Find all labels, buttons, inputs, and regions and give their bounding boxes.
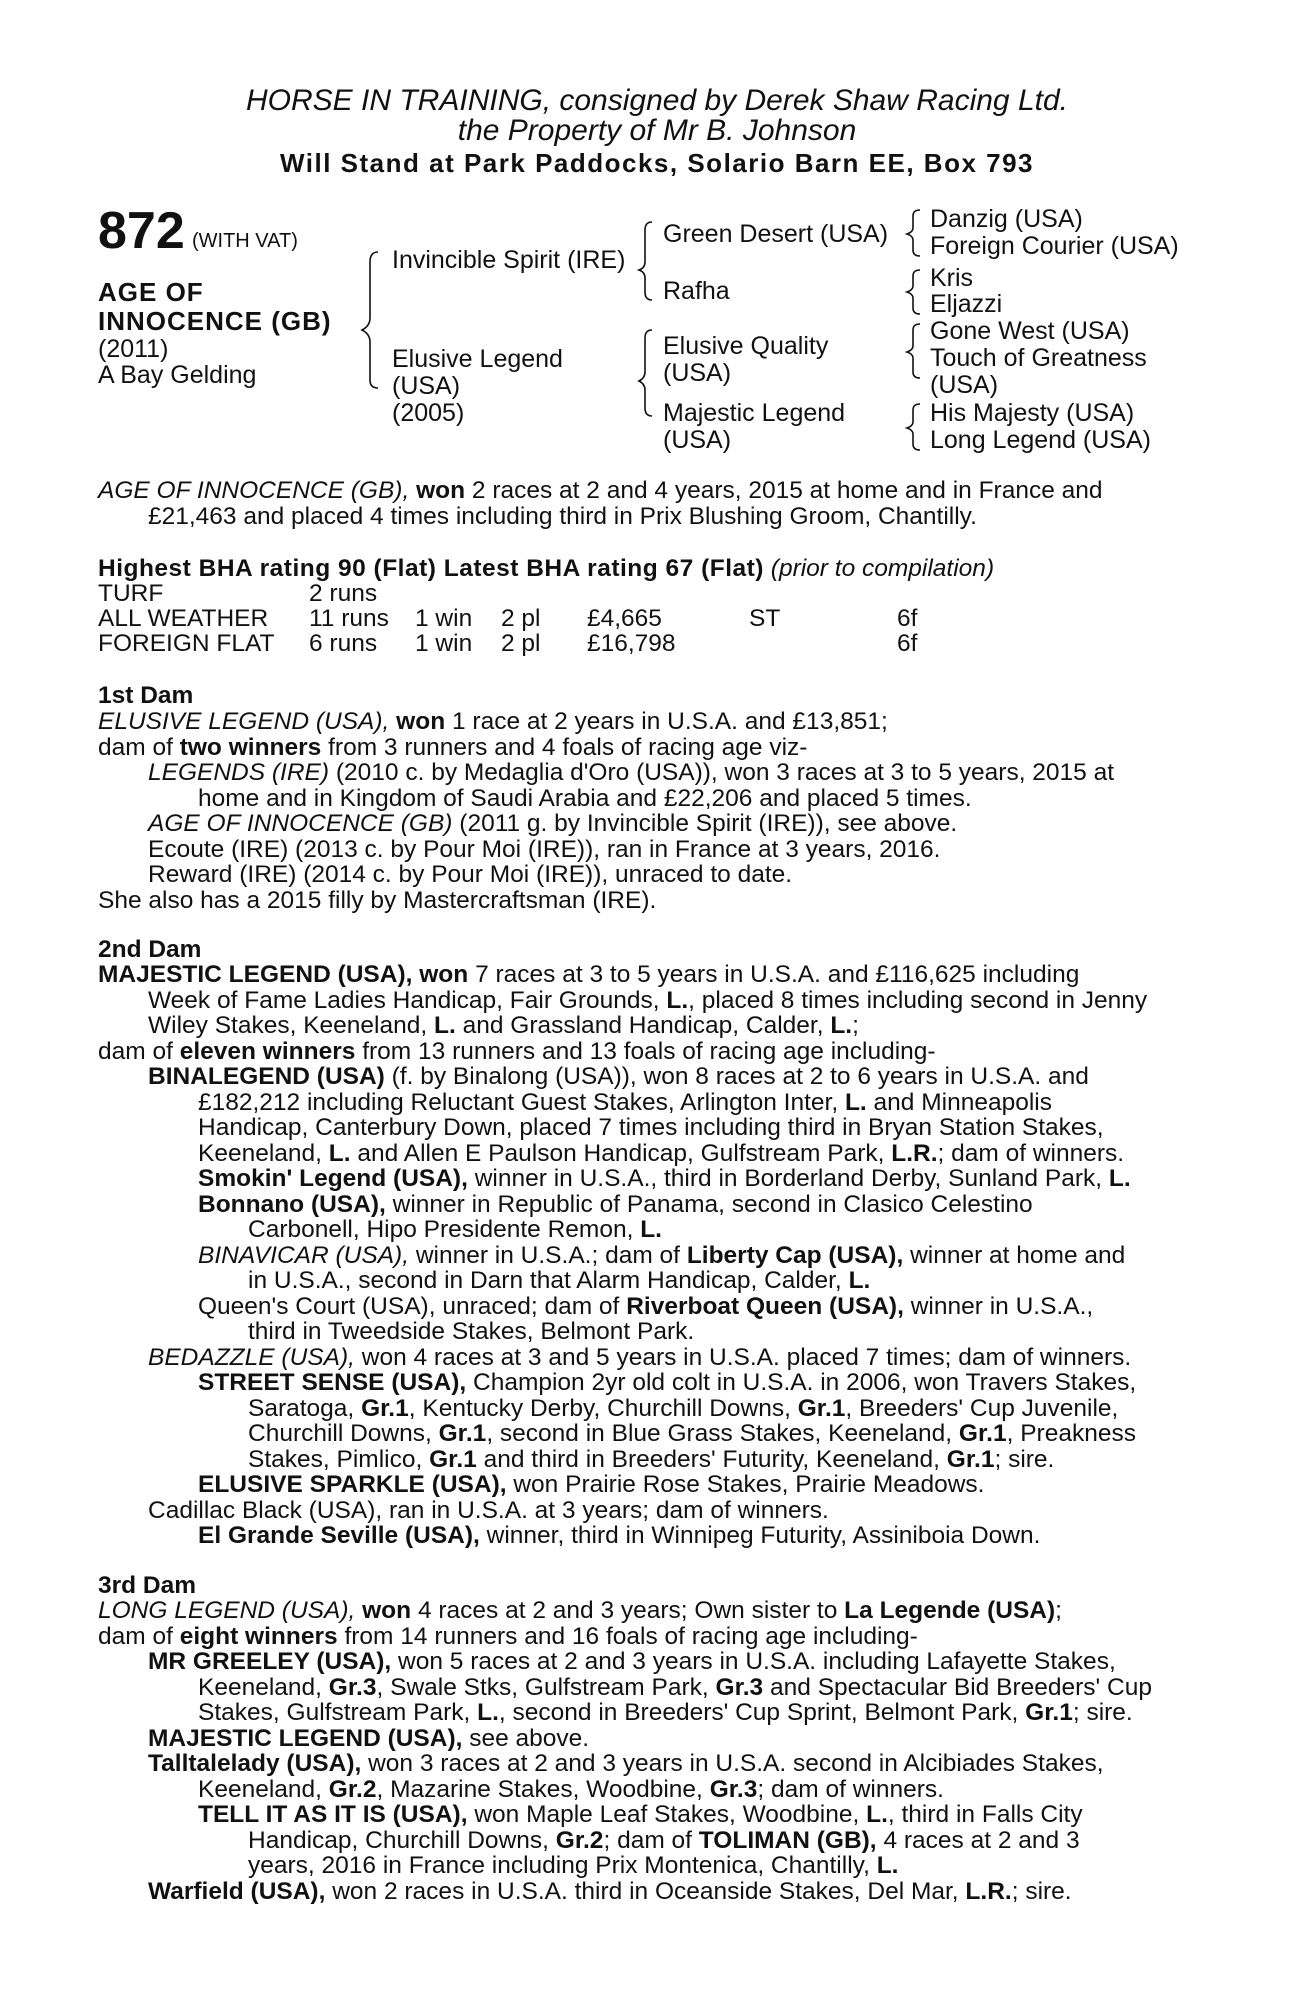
dam3-line9 [198, 1802, 1083, 1828]
dam2-line17 [198, 1370, 1136, 1396]
text-run: winner in Republic of Panama, second in Clasico Celestino [392, 1191, 1033, 1218]
text-run: Gr.1 [1025, 1699, 1073, 1726]
summary-line2: £21,463 and placed 4 times including third in Prix Blushing Groom, Chantilly. [148, 503, 977, 530]
text-run: Handicap, Churchill Downs, [248, 1827, 549, 1854]
text-run: L.R. [891, 1140, 938, 1167]
dam3-line8 [198, 1777, 944, 1803]
consignor-line: HORSE IN TRAINING, consigned by Derek Shaw Racing Ltd. [246, 84, 1068, 117]
ratings-cell-placed: 2 pl [501, 605, 541, 632]
text-run: , second in Breeders' Cup Sprint, Belmont Park, [498, 1699, 1019, 1726]
pedigree-dam-dam-line2: (USA) [663, 426, 732, 454]
text-run: won Prairie Rose Stakes, Prairie Meadows. [513, 1471, 985, 1498]
text-run: won Maple Leaf Stakes, Woodbine, [474, 1801, 860, 1828]
horse-year: (2011) [98, 335, 169, 363]
text-run: ELUSIVE LEGEND (USA), [98, 708, 390, 735]
pedigree-ssd: Foreign Courier (USA) [930, 232, 1179, 260]
text-run: and Allen E Paulson Handicap, Gulfstream Park, [357, 1140, 885, 1167]
dam2-line13 [248, 1268, 870, 1294]
pedigree-sire-sire: Green Desert (USA) [663, 220, 889, 248]
text-run: ; sire. [994, 1446, 1055, 1473]
dam2-line10 [198, 1192, 1033, 1218]
dam2-line8 [198, 1141, 1124, 1167]
text-run: and third in Breeders' Futurity, Keeneland, [483, 1446, 940, 1473]
text-run: Smokin' Legend (USA), [198, 1165, 468, 1192]
text-run: Gr.3 [328, 1674, 377, 1701]
text-run: , Swale Stks, Gulfstream Park, [376, 1674, 709, 1701]
text-run: L. [434, 1012, 456, 1039]
text-run: winner in U.S.A., third in Borderland Derby, Sunland Park, [474, 1165, 1103, 1192]
ratings-cell-runs: 6 runs [309, 630, 378, 657]
text-run: eleven winners [179, 1038, 356, 1065]
text-run: Keeneland, [198, 1140, 322, 1167]
stabling-line: Will Stand at Park Paddocks, Solario Barn EE, Box 793 [279, 148, 1035, 178]
text-run: (f. by Binalong (USA)), won 8 races at 2 to 6 years in U.S.A. and [391, 1063, 1089, 1090]
text-run: ; [852, 1012, 859, 1039]
dam2-line7: Handicap, Canterbury Down, placed 7 times including third in Bryan Station Stakes, [198, 1114, 1104, 1141]
pedigree-sdd: Eljazzi [930, 290, 1003, 318]
text-run: £182,212 including Reluctant Guest Stakes, Arlington Inter, [198, 1089, 839, 1116]
dam2-line20 [248, 1447, 1054, 1473]
dam2-line15: third in Tweedside Stakes, Belmont Park. [248, 1318, 695, 1345]
dam3-line10 [248, 1828, 1080, 1854]
text-run: and Grassland Handicap, Calder, [462, 1012, 824, 1039]
text-run: Keeneland, [198, 1674, 322, 1701]
text-run: in U.S.A., second in Darn that Alarm Handicap, Calder, [248, 1267, 842, 1294]
dam3-line7 [148, 1751, 1104, 1777]
ratings-cell-runs: 11 runs [309, 605, 389, 632]
text-run: see above. [469, 1725, 590, 1752]
text-run: ELUSIVE SPARKLE (USA), [198, 1471, 507, 1498]
text-run: Gr.1 [438, 1420, 487, 1447]
text-run: won 4 races at 3 and 5 years in U.S.A. placed 7 times; dam of winners. [361, 1344, 1132, 1371]
text-run: and Minneapolis [873, 1089, 1052, 1116]
pedigree-dam-line1: Elusive Legend [392, 345, 563, 373]
text-run: Saratoga, [248, 1395, 355, 1422]
dam3-line6 [148, 1726, 589, 1752]
dam2-line2 [148, 988, 1147, 1014]
text-run: ; dam of winners. [937, 1140, 1125, 1167]
text-run: Keeneland, [198, 1776, 322, 1803]
pedigree-dam-dam-line1: Majestic Legend [663, 399, 846, 427]
text-run: (prior to compilation) [770, 555, 995, 582]
text-run: L. [328, 1140, 351, 1167]
dam1-line4: home and in Kingdom of Saudi Arabia and £22,206 and placed 5 times. [198, 785, 972, 812]
pedigree-ddd: Long Legend (USA) [930, 426, 1151, 454]
pedigree-dam [392, 346, 563, 427]
text-run: won [362, 1597, 412, 1624]
text-run: , Kentucky Derby, Churchill Downs, [408, 1395, 791, 1422]
text-run: dam of [98, 1038, 173, 1065]
text-run: La Legende (USA) [844, 1597, 1056, 1624]
text-run: Highest BHA rating 90 (Flat) Latest BHA rating 67 (Flat) [98, 555, 764, 582]
ratings-cell-wins: 1 win [415, 605, 473, 632]
text-run: and Spectacular Bid Breeders' Cup [770, 1674, 1152, 1701]
dam1-line5 [148, 811, 957, 837]
text-run: Stakes, Gulfstream Park, [198, 1699, 471, 1726]
text-run: 2 races at 2 and 4 years, 2015 at home and in France and [471, 477, 1103, 504]
pedigree-dam-sire [663, 333, 828, 387]
pedigree-dam-sire-line2: (USA) [663, 359, 732, 387]
text-run: won [416, 477, 466, 504]
text-run: winner, third in Winnipeg Futurity, Assiniboia Down. [486, 1522, 1041, 1549]
text-run: (2010 c. by Medaglia d'Oro (USA)), won 3 races at 3 to 5 years, 2015 at [335, 759, 1115, 786]
ratings-cell-prize: £4,665 [587, 605, 662, 632]
dam2-line23 [198, 1523, 1040, 1549]
text-run: won 2 races in U.S.A. third in Oceanside Stakes, Del Mar, [332, 1878, 959, 1905]
text-run: TELL IT AS IT IS (USA), [198, 1801, 468, 1828]
text-run: two winners [179, 734, 322, 761]
text-run: ; dam of winners. [757, 1776, 944, 1803]
dam2-line3 [148, 1013, 859, 1039]
ratings-line [98, 556, 994, 582]
text-run: Queen's Court (USA), unraced; dam of [198, 1293, 620, 1320]
text-run: won 3 races at 2 and 3 years in U.S.A. second in Alcibiades Stakes, [368, 1750, 1104, 1777]
dam1-line3 [148, 760, 1114, 786]
dam2-line4 [98, 1039, 936, 1065]
text-run: 4 races at 2 and 3 [883, 1827, 1080, 1854]
text-run: Gr.2 [555, 1827, 604, 1854]
dam2-heading: 2nd Dam [98, 936, 202, 963]
dam2-line14 [198, 1294, 1093, 1320]
pedigree-sire: Invincible Spirit (IRE) [392, 246, 626, 274]
text-run: , Preakness [1006, 1420, 1136, 1447]
dam1-heading: 1st Dam [98, 682, 194, 709]
dam3-line2 [98, 1624, 918, 1650]
text-run: L. [848, 1267, 871, 1294]
pedigree-dam-dam [663, 400, 845, 454]
dam2-line6 [198, 1090, 1052, 1116]
text-run: AGE OF INNOCENCE (GB), [98, 477, 410, 504]
text-run: Gr.1 [797, 1395, 846, 1422]
pedigree-sss: Danzig (USA) [930, 205, 1083, 233]
text-run: won [396, 708, 446, 735]
text-run: TOLIMAN (GB), [698, 1827, 877, 1854]
text-run: ; sire. [1011, 1878, 1072, 1905]
text-run: LONG LEGEND (USA), [98, 1597, 356, 1624]
text-run: winner at home and [910, 1242, 1126, 1269]
text-run: , Breeders' Cup Juvenile, [845, 1395, 1119, 1422]
text-run: MR GREELEY (USA), [148, 1648, 392, 1675]
dam2-line22: Cadillac Black (USA), ran in U.S.A. at 3 years; dam of winners. [148, 1497, 829, 1524]
text-run: L. [477, 1699, 499, 1726]
dam2-line19 [248, 1421, 1136, 1447]
pedigree-dsd [930, 345, 1147, 399]
text-run: winner in U.S.A., [910, 1293, 1094, 1320]
pedigree-dam-line2: (USA) [392, 372, 461, 400]
text-run: Warfield (USA), [148, 1878, 326, 1905]
text-run: BINAVICAR (USA), [198, 1242, 410, 1269]
text-run: BINALEGEND (USA) [148, 1063, 385, 1090]
horse-description: A Bay Gelding [98, 361, 257, 389]
text-run: Gr.1 [361, 1395, 409, 1422]
text-run: Churchill Downs, [248, 1420, 432, 1447]
text-run: L. [640, 1216, 662, 1243]
text-run: Stakes, Pimlico, [248, 1446, 423, 1473]
text-run: ; dam of [603, 1827, 692, 1854]
dam3-line11 [248, 1853, 898, 1879]
text-run: 1 race at 2 years in U.S.A. and £13,851; [451, 708, 888, 735]
text-run: Gr.3 [709, 1776, 758, 1803]
text-run: Champion 2yr old colt in U.S.A. in 2006, won Travers Stakes, [473, 1369, 1137, 1396]
dam2-line21 [198, 1472, 985, 1498]
text-run: AGE OF INNOCENCE (GB) [148, 810, 453, 837]
text-run: , placed 8 times including second in Jenny [688, 987, 1148, 1014]
dam2-line11 [248, 1217, 662, 1243]
text-run: (2011 g. by Invincible Spirit (IRE)), see above. [459, 810, 958, 837]
text-run: Gr.3 [715, 1674, 764, 1701]
dam3-line12 [148, 1879, 1072, 1905]
lot-number: 872 [98, 202, 185, 260]
pedigree-dsd-line1: Touch of Greatness [930, 344, 1147, 372]
text-run: Week of Fame Ladies Handicap, Fair Grounds, [148, 987, 660, 1014]
dam2-line5 [148, 1064, 1089, 1090]
text-run: dam of [98, 734, 173, 761]
text-run: , third in Falls City [887, 1801, 1083, 1828]
ratings-cell-dist: 6f [897, 605, 918, 632]
dam1-line7: Reward (IRE) (2014 c. by Pour Moi (IRE)), unraced to date. [148, 861, 793, 888]
ratings-cell-dist: 6f [897, 630, 918, 657]
dam2-line9 [198, 1166, 1131, 1192]
pedigree-dsd-line2: (USA) [930, 371, 999, 399]
text-run: , Mazarine Stakes, Woodbine, [376, 1776, 703, 1803]
dam1-line6: Ecoute (IRE) (2013 c. by Pour Moi (IRE)), ran in France at 3 years, 2016. [148, 836, 941, 863]
horse-name-line1: AGE OF [98, 277, 204, 307]
ratings-cell-runs: 2 runs [309, 580, 378, 607]
dam3-line5 [198, 1700, 1133, 1726]
text-run: Gr.1 [958, 1420, 1007, 1447]
text-run: Wiley Stakes, Keeneland, [148, 1012, 428, 1039]
pedigree-dam-line3: (2005) [392, 399, 465, 427]
dam1-line1 [98, 709, 888, 735]
dam3-line1 [98, 1598, 1062, 1624]
text-run: from 3 runners and 4 foals of racing age viz- [328, 734, 808, 761]
text-run: Gr.1 [946, 1446, 995, 1473]
pedigree-sds: Kris [930, 264, 974, 292]
text-run: won 5 races at 2 and 3 years in U.S.A. including Lafayette Stakes, [398, 1648, 1116, 1675]
pedigree-dam-sire-line1: Elusive Quality [663, 332, 829, 360]
text-run: LEGENDS (IRE) [148, 759, 330, 786]
ratings-cell-placed: 2 pl [501, 630, 541, 657]
text-run: BEDAZZLE (USA), [148, 1344, 355, 1371]
text-run: L. [866, 1801, 888, 1828]
text-run: winner in U.S.A.; dam of [415, 1242, 680, 1269]
text-run: L. [876, 1852, 899, 1879]
dam2-line12 [198, 1243, 1125, 1269]
ratings-cell-course: ST [749, 605, 781, 632]
pedigree-dds: His Majesty (USA) [930, 399, 1135, 427]
ratings-cell-prize: £16,798 [587, 630, 676, 657]
text-run: Liberty Cap (USA), [686, 1242, 904, 1269]
text-run: Talltalelady (USA), [148, 1750, 362, 1777]
dam2-line18 [248, 1396, 1118, 1422]
dam3-line4 [198, 1675, 1152, 1701]
text-run: from 13 runners and 13 foals of racing age including- [362, 1038, 936, 1065]
text-run: from 14 runners and 16 foals of racing age including- [344, 1623, 918, 1650]
text-run: STREET SENSE (USA), [198, 1369, 467, 1396]
text-run: years, 2016 in France including Prix Montenica, Chantilly, [248, 1852, 870, 1879]
text-run: MAJESTIC LEGEND (USA), [148, 1725, 463, 1752]
summary-line1 [98, 478, 1103, 504]
text-run: ; [1055, 1597, 1062, 1624]
text-run: L. [830, 1012, 853, 1039]
text-run: MAJESTIC LEGEND (USA), [98, 961, 413, 988]
text-run: dam of [98, 1623, 173, 1650]
text-run: Carbonell, Hipo Presidente Remon, [248, 1216, 634, 1243]
text-run: , second in Blue Grass Stakes, Keeneland, [486, 1420, 953, 1447]
text-run: eight winners [179, 1623, 338, 1650]
ratings-cell-label: ALL WEATHER [98, 605, 269, 632]
text-run: Gr.1 [429, 1446, 477, 1473]
ratings-cell-label: FOREIGN FLAT [98, 630, 275, 657]
text-run: L.R. [965, 1878, 1012, 1905]
text-run: L. [1108, 1165, 1131, 1192]
text-run: L. [844, 1089, 867, 1116]
dam3-heading: 3rd Dam [98, 1572, 197, 1599]
horse-name-line2: INNOCENCE (GB) [98, 306, 332, 336]
text-run: ; sire. [1072, 1699, 1133, 1726]
dam2-line1 [98, 962, 1079, 988]
pedigree-sire-dam: Rafha [663, 277, 730, 305]
dam3-line3 [148, 1649, 1116, 1675]
text-run: L. [666, 987, 689, 1014]
dam2-line16 [148, 1345, 1131, 1371]
text-run: El Grande Seville (USA), [198, 1522, 480, 1549]
dam1-line8: She also has a 2015 filly by Mastercraftsman (IRE). [98, 887, 657, 914]
ratings-cell-wins: 1 win [415, 630, 473, 657]
text-run: Bonnano (USA), [198, 1191, 386, 1218]
pedigree-dss: Gone West (USA) [930, 317, 1130, 345]
text-run: won [419, 961, 469, 988]
text-run: 7 races at 3 to 5 years in U.S.A. and £116,625 including [475, 961, 1080, 988]
text-run: Riverboat Queen (USA), [626, 1293, 904, 1320]
ratings-cell-label: TURF [98, 580, 164, 607]
property-line: the Property of Mr B. Johnson [457, 114, 857, 147]
dam1-line2 [98, 735, 807, 761]
text-run: Gr.2 [328, 1776, 377, 1803]
text-run: 4 races at 2 and 3 years; Own sister to [417, 1597, 838, 1624]
vat-note: (WITH VAT) [192, 230, 298, 252]
